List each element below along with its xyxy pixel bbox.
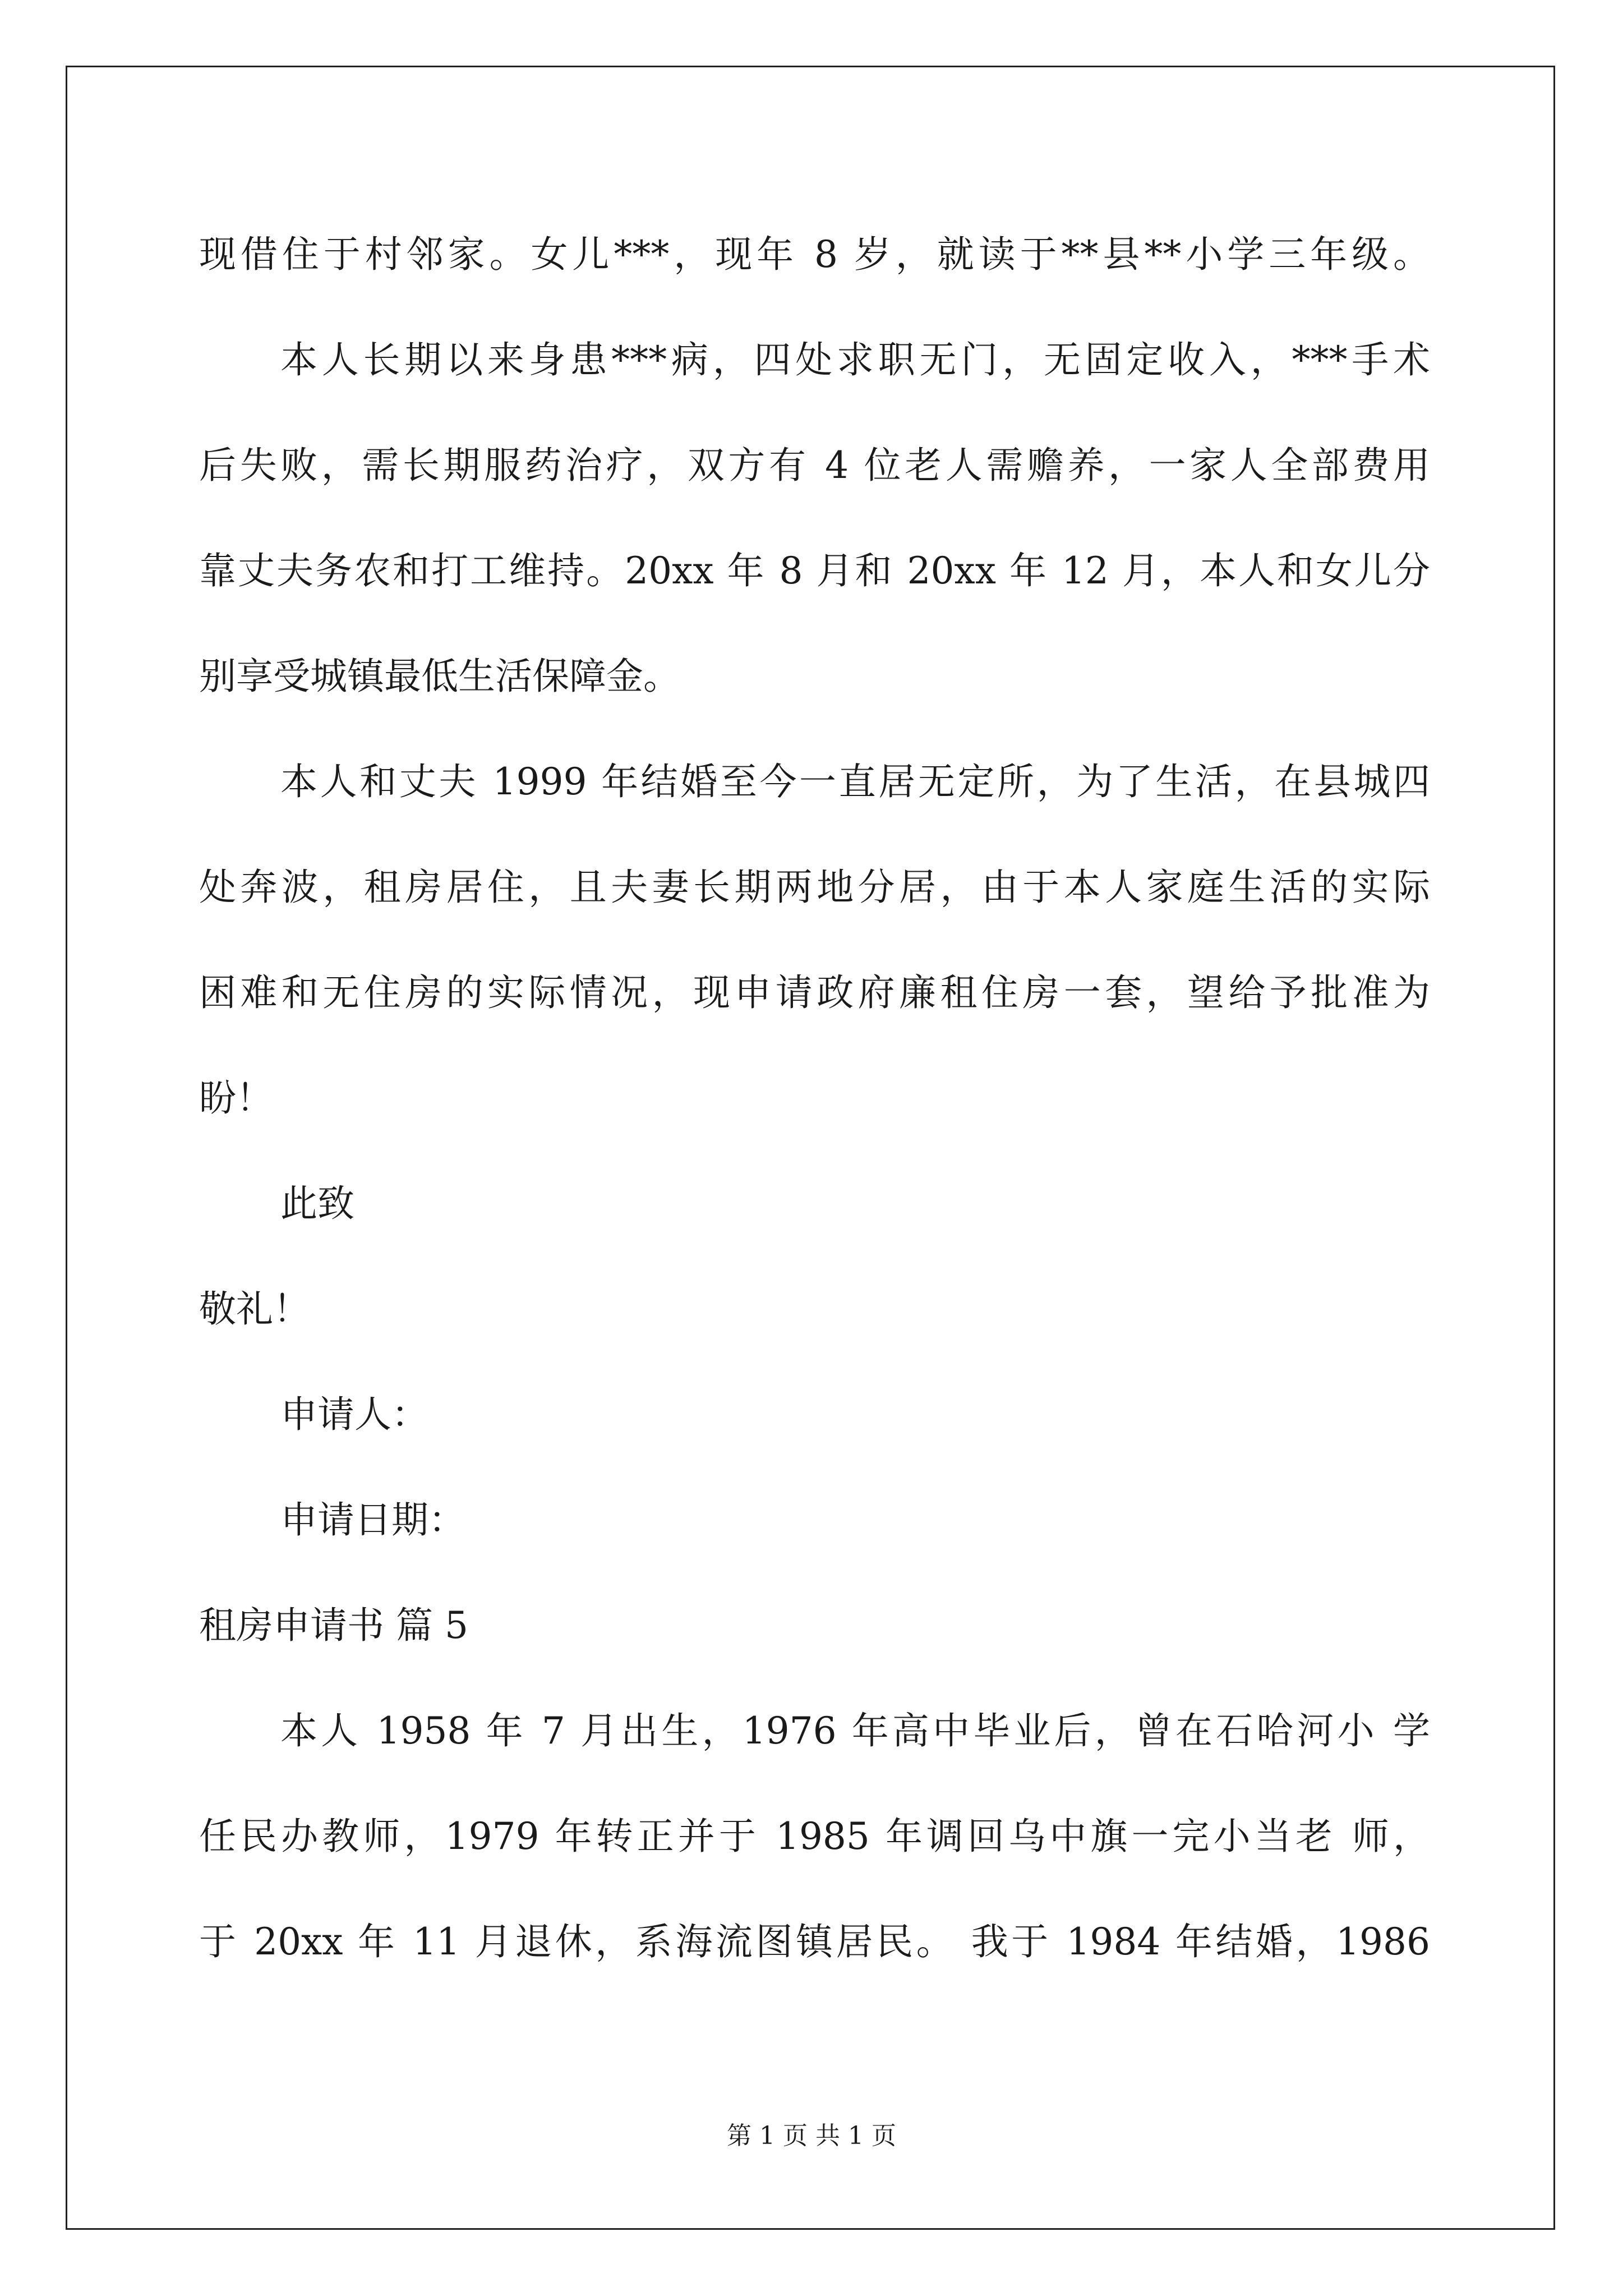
paragraph-line: 本人 1958 年 7 月出生，1976 年高中毕业后，曾在石哈河小 学 xyxy=(280,1709,1430,1752)
section-heading: 租房申请书 篇 5 xyxy=(199,1604,468,1647)
paragraph-line: 困难和无住房的实际情况，现申请政府廉租住房一套，望给予批准为 xyxy=(199,971,1430,1014)
paragraph-line: 本人长期以来身患***病，四处求职无门，无固定收入，***手术 xyxy=(280,338,1430,381)
paragraph-line: 盼！ xyxy=(199,1076,273,1120)
application-date-label: 申请日期： xyxy=(280,1498,465,1542)
paragraph-line: 靠丈夫务农和打工维持。20xx 年 8 月和 20xx 年 12 月，本人和女儿分 xyxy=(199,549,1430,592)
paragraph-line: 处奔波，租房居住，且夫妻长期两地分居，由于本人家庭生活的实际 xyxy=(199,866,1430,909)
applicant-label: 申请人： xyxy=(280,1393,428,1436)
paragraph-line: 后失败，需长期服药治疗，双方有 4 位老人需赡养，一家人全部费用 xyxy=(199,444,1430,487)
paragraph-line: 现借住于村邻家。女儿***，现年 8 岁，就读于**县**小学三年级。 xyxy=(199,233,1430,276)
closing-regards: 敬礼！ xyxy=(199,1287,310,1331)
page-footer: 第 1 页 共 1 页 xyxy=(727,2122,896,2150)
paragraph-line: 本人和丈夫 1999 年结婚至今一直居无定所，为了生活，在县城四 xyxy=(280,760,1430,803)
paragraph-line: 任民办教师，1979 年转正并于 1985 年调回乌中旗一完小当老 师， xyxy=(199,1815,1430,1858)
document-body xyxy=(199,202,1430,1995)
closing-salutation: 此致 xyxy=(280,1182,354,1225)
paragraph-line: 别享受城镇最低生活保障金。 xyxy=(199,655,680,698)
paragraph-line: 于 20xx 年 11 月退休，系海流图镇居民。 我于 1984 年结婚，1986 xyxy=(199,1920,1430,1963)
